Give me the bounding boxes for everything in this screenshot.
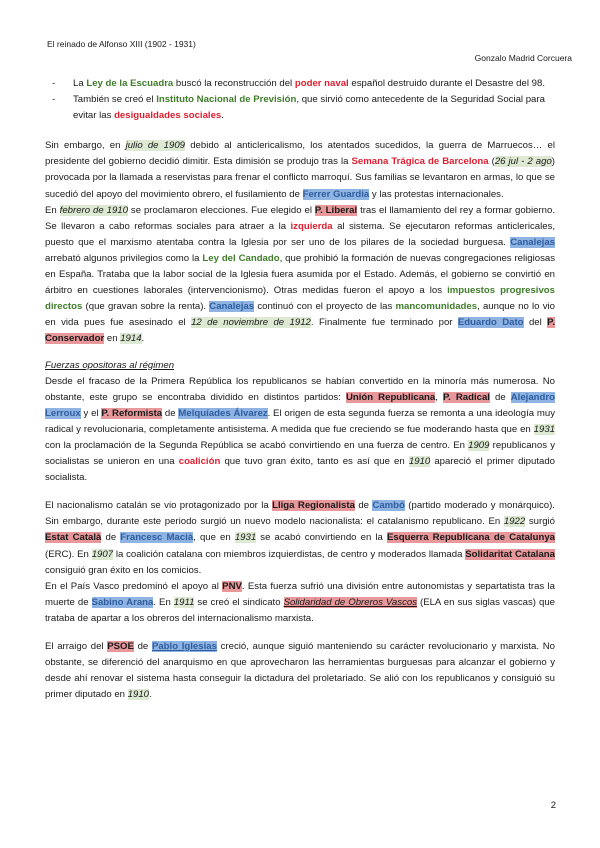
text: buscó la reconstrucción del bbox=[173, 78, 295, 89]
text: . Esta fuerza sufrió una división entre autonomistas y separtatista tras la muerte de bbox=[45, 580, 555, 608]
text: . El origen de esta segunda fuerza se remonta a una ideología muy radical y revolucionaria, completamente antisistema. A medida que fue creciendo se fue moderando hasta que en bbox=[45, 407, 555, 435]
party-highlight: Esquerra Republicana de Catalunya bbox=[386, 532, 555, 544]
text: español destruido durante el Desastre del 98. bbox=[348, 78, 545, 89]
document-title: El reinado de Alfonso XIII (1902 - 1931) bbox=[47, 39, 196, 49]
party-highlight: Estat Català bbox=[45, 532, 102, 544]
text: . bbox=[149, 689, 152, 701]
paragraph bbox=[45, 639, 555, 703]
date-highlight: febrero de 1910 bbox=[59, 204, 128, 216]
text: republicanos y socialistas se unieron en una bbox=[45, 439, 556, 468]
emphasis-green: impuestos progresivos directos bbox=[45, 285, 555, 313]
text: la coalición catalana con miembros izquierdistas, de centro y moderados llamada bbox=[113, 548, 466, 560]
emphasis-green: Ley del Candado bbox=[202, 252, 280, 264]
text: . En bbox=[153, 596, 174, 608]
person-highlight: Canalejas bbox=[510, 236, 555, 248]
text: en bbox=[104, 333, 121, 345]
person-highlight: Francesc Macià bbox=[120, 532, 194, 544]
emphasis-red: coalición bbox=[178, 456, 221, 468]
text: de bbox=[101, 532, 121, 544]
text: ) provocada por la llamada a reservistas para frenar el conflicto marroquí. Sus familias se levantaron en armas, lo que se sucedió del apoyo del movimiento obrero, el fusilamiento de bbox=[45, 156, 555, 200]
text: tras el llamamiento del rey a formar gobierno. Se llevaron a cabo reformas sociales para atraer a la bbox=[45, 204, 555, 232]
text: (ELA en sus siglas vascas) que trataba de apartar a los obreros del internacionalismo marxista. bbox=[45, 596, 555, 624]
text: surgió bbox=[525, 516, 556, 528]
party-highlight: PNV bbox=[222, 580, 242, 592]
text: También se creó el bbox=[73, 94, 157, 106]
body-text bbox=[45, 138, 555, 703]
party-highlight: P. Conservador bbox=[45, 317, 555, 345]
emphasis-green: Instituto Nacional de Previsión bbox=[156, 94, 297, 106]
party-highlight: Lliga Regionalista bbox=[272, 500, 355, 512]
text: . Finalmente fue terminado por bbox=[310, 317, 458, 329]
text: debido al anticlericalismo, los atentados sucedidos, la guerra de Marruecos… el presidente del gobierno decidió dimitir. Esta dimisión se produjo tras la bbox=[45, 140, 555, 168]
text: de bbox=[133, 641, 152, 652]
paragraph bbox=[45, 374, 555, 487]
text: . bbox=[221, 110, 224, 122]
section-heading bbox=[45, 358, 555, 374]
bullet-item bbox=[52, 76, 555, 92]
text: de bbox=[354, 500, 373, 512]
text: (partido moderado y monárquico). Sin embargo, durante este periodo surgió un nuevo modelo nacionalista: el catalanismo republicano. En bbox=[45, 500, 555, 528]
text: , que en bbox=[193, 532, 235, 544]
page-content bbox=[45, 76, 555, 703]
party-highlight: Solidaritat Catalana bbox=[465, 548, 555, 560]
text: La bbox=[73, 78, 87, 89]
emphasis-green: mancomunidades bbox=[395, 301, 478, 313]
paragraph bbox=[45, 498, 555, 578]
party-highlight: P. Radical bbox=[442, 391, 490, 403]
text: consiguió gran éxito en los comicios. bbox=[45, 564, 202, 576]
text: ( bbox=[488, 156, 495, 168]
text: , que prohibió la formación de nuevas congregaciones religiosas en España. Trataba que la labor social de la Iglesia fuera asumida por el Estado. Además, el gobierno se convirtió en árbitro en cuestiones laborales (intervencionismo). Otras medidas fueron el apoyo a los bbox=[45, 252, 556, 297]
text: que tuvo gran éxito, tanto es así que en bbox=[220, 456, 409, 468]
text: En el País Vasco predominó el apoyo al bbox=[45, 580, 223, 592]
person-highlight: Eduardo Dato bbox=[457, 317, 524, 329]
organization-highlight: Solidaridad de Obreros Vascos bbox=[283, 596, 417, 608]
text: se creó el sindicato bbox=[194, 596, 284, 608]
text: creció, aunque siguió manteniendo su carácter revolucionario y marxista. No obstante, se diferenció del anarquismo en que aprovecharon las herramientas burguesas para alcanzar el gobierno y desde ahí renovar el sistema hasta conseguir la dictadura del proletariado. Se alió con los republicanos y consiguió su primer diputado en bbox=[45, 641, 555, 701]
party-highlight: Unión Republicana bbox=[345, 391, 436, 403]
text: con la proclamación de la Segunda República se acabó convirtiendo en una fuerza de centro. En bbox=[45, 439, 469, 451]
emphasis-red: izquierda bbox=[290, 220, 333, 232]
paragraph bbox=[45, 203, 555, 348]
paragraph bbox=[45, 579, 555, 627]
emphasis-red: poder naval bbox=[294, 78, 349, 89]
date-highlight: 1922 bbox=[503, 516, 526, 528]
text: arrebató algunos privilegios como la bbox=[45, 252, 203, 264]
date-highlight: 1907 bbox=[91, 548, 114, 560]
text: del bbox=[523, 317, 548, 329]
date-highlight: 1914 bbox=[120, 333, 142, 345]
date-highlight: 1931 bbox=[234, 532, 257, 544]
text: El nacionalismo catalán se vio protagonizado por la bbox=[45, 500, 273, 512]
date-highlight: 26 jul - 2 ago bbox=[494, 156, 552, 168]
person-highlight: Ferrer Guardia bbox=[302, 188, 370, 200]
text: , bbox=[435, 391, 443, 403]
text: . bbox=[141, 333, 145, 345]
person-highlight: Sabino Arana bbox=[91, 596, 154, 608]
party-highlight: P. Liberal bbox=[314, 204, 358, 216]
text: El arraigo del bbox=[45, 641, 108, 652]
date-highlight: 1911 bbox=[173, 596, 195, 608]
party-highlight: PSOE bbox=[107, 641, 134, 652]
text: , que sirvió como antecedente de la Seguridad Social para evitar las bbox=[73, 94, 545, 122]
emphasis-red: Semana Trágica de Barcelona bbox=[351, 156, 489, 168]
date-highlight: 1910 bbox=[408, 456, 431, 468]
text: de bbox=[162, 407, 179, 419]
text: Fuerzas opositoras al régimen bbox=[45, 359, 175, 371]
text: y el bbox=[80, 407, 102, 419]
text: En bbox=[45, 204, 60, 216]
text: apareció el primer diputado socialista. bbox=[45, 456, 555, 484]
text: de bbox=[489, 391, 511, 403]
text: Sin embargo, en bbox=[45, 140, 126, 152]
person-highlight: Alejandro Lerroux bbox=[45, 391, 555, 419]
date-highlight: 1931 bbox=[533, 423, 555, 435]
date-highlight: 12 de noviembre de 1912 bbox=[191, 317, 311, 329]
text: (ERC). En bbox=[45, 548, 92, 560]
date-highlight: 1910 bbox=[127, 689, 150, 701]
text: se acabó convirtiendo en la bbox=[256, 532, 387, 544]
text: , aunque no lo vio en vida pues fue asesinado el bbox=[45, 301, 555, 329]
text: se proclamaron elecciones. Fue elegido el bbox=[127, 204, 315, 216]
text: al sistema. Se ejecutaron reformas anticlericales, puesto que el marxismo atentaba contra la Iglesia por ser uno de los pilares de la sociedad burguesa. bbox=[45, 220, 556, 248]
text: (que gravan sobre la renta). bbox=[82, 301, 210, 313]
person-highlight: Cambó bbox=[372, 500, 405, 512]
emphasis-red: desigualdades sociales bbox=[114, 110, 222, 122]
bullet-list bbox=[45, 76, 555, 124]
emphasis-green: Ley de la Escuadra bbox=[86, 78, 174, 89]
page-number: 2 bbox=[550, 800, 556, 811]
person-highlight: Melquíades Álvarez bbox=[178, 407, 268, 419]
text: Desde el fracaso de la Primera República los republicanos se habían convertido en la minoría más numerosa. No obstante, este grupo se encontraba dividido en distintos partidos: bbox=[45, 375, 555, 403]
bullet-item bbox=[52, 92, 555, 124]
text: y las protestas internacionales. bbox=[369, 188, 504, 200]
party-highlight: P. Reformista bbox=[101, 407, 163, 419]
text: continuó con el proyecto de las bbox=[254, 301, 396, 313]
date-highlight: 1909 bbox=[468, 439, 490, 451]
person-highlight: Pablo Iglesias bbox=[151, 641, 217, 652]
date-highlight: julio de 1909 bbox=[125, 140, 186, 152]
paragraph bbox=[45, 138, 555, 202]
document-author: Gonzalo Madrid Corcuera bbox=[474, 53, 572, 63]
person-highlight: Canalejas bbox=[209, 301, 255, 313]
